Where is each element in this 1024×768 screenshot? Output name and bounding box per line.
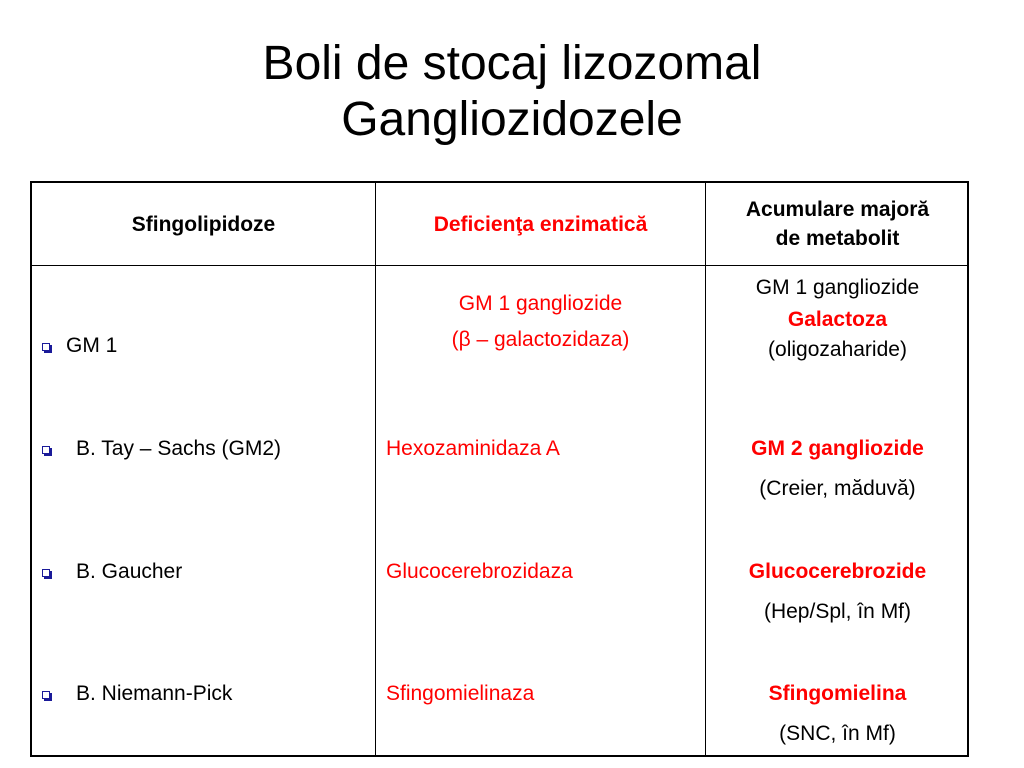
disease-label: B. Tay – Sachs (GM2): [76, 437, 282, 460]
metabolite-niemann-pick: [706, 679, 969, 749]
disease-row-gm1: [42, 331, 117, 361]
slide-title: [0, 36, 1024, 148]
enzyme-gm1-line-2: (β – galactozidaza): [451, 328, 630, 351]
enzyme-gm1: [376, 289, 705, 355]
metabolite-tay-sachs: [706, 434, 969, 504]
enzyme-tay-sachs: Hexozaminidaza A: [386, 437, 560, 460]
disease-row-tay-sachs: [42, 434, 281, 464]
column-divider-1: [375, 183, 376, 755]
metabolite-note: (SNC, în Mf): [779, 722, 896, 745]
slide-title-line-2: Gangliozidozele: [341, 93, 683, 146]
disease-row-gaucher: [42, 557, 182, 587]
header-col1-label: Sfingolipidoze: [131, 212, 276, 236]
metabolite-gm1: [706, 273, 969, 365]
disease-label: B. Niemann-Pick: [76, 682, 233, 705]
header-deficienta-enzimatica: [376, 183, 705, 265]
hollow-square-bullet-icon: [42, 343, 50, 351]
disease-row-niemann-pick: [42, 679, 232, 709]
metabolite-main: Glucocerebrozide: [748, 560, 927, 583]
hollow-square-bullet-icon: [42, 691, 50, 699]
metabolite-gm1-line-2: Galactoza: [787, 308, 888, 331]
metabolite-main: Sfingomielina: [768, 682, 907, 705]
metabolite-gaucher: [706, 557, 969, 627]
metabolite-gm1-line-3: (oligozaharide): [768, 338, 907, 361]
sphingolipidoses-table: [30, 181, 969, 757]
metabolite-gm1-line-1: GM 1 gangliozide: [755, 276, 920, 299]
slide-title-line-1: Boli de stocaj lizozomal: [262, 37, 762, 90]
header-divider: [32, 265, 967, 266]
metabolite-note: (Hep/Spl, în Mf): [763, 600, 912, 623]
metabolite-main: GM 2 gangliozide: [751, 437, 924, 460]
hollow-square-bullet-icon: [42, 569, 50, 577]
disease-label: B. Gaucher: [76, 560, 183, 583]
enzyme-gm1-line-1: GM 1 gangliozide: [458, 292, 623, 315]
metabolite-note: (Creier, măduvă): [759, 477, 916, 500]
header-col2-label: Deficienţa enzimatică: [433, 212, 648, 236]
enzyme-gaucher: Glucocerebrozidaza: [386, 560, 573, 583]
disease-label: GM 1: [66, 334, 118, 357]
header-sfingolipidoze: [32, 183, 375, 265]
hollow-square-bullet-icon: [42, 446, 50, 454]
header-acumulare-metabolit: [706, 183, 969, 265]
enzyme-niemann-pick: Sfingomielinaza: [386, 682, 535, 705]
header-col3-line-1: Acumulare majoră: [745, 198, 930, 221]
header-col3-line-2: de metabolit: [775, 227, 900, 250]
